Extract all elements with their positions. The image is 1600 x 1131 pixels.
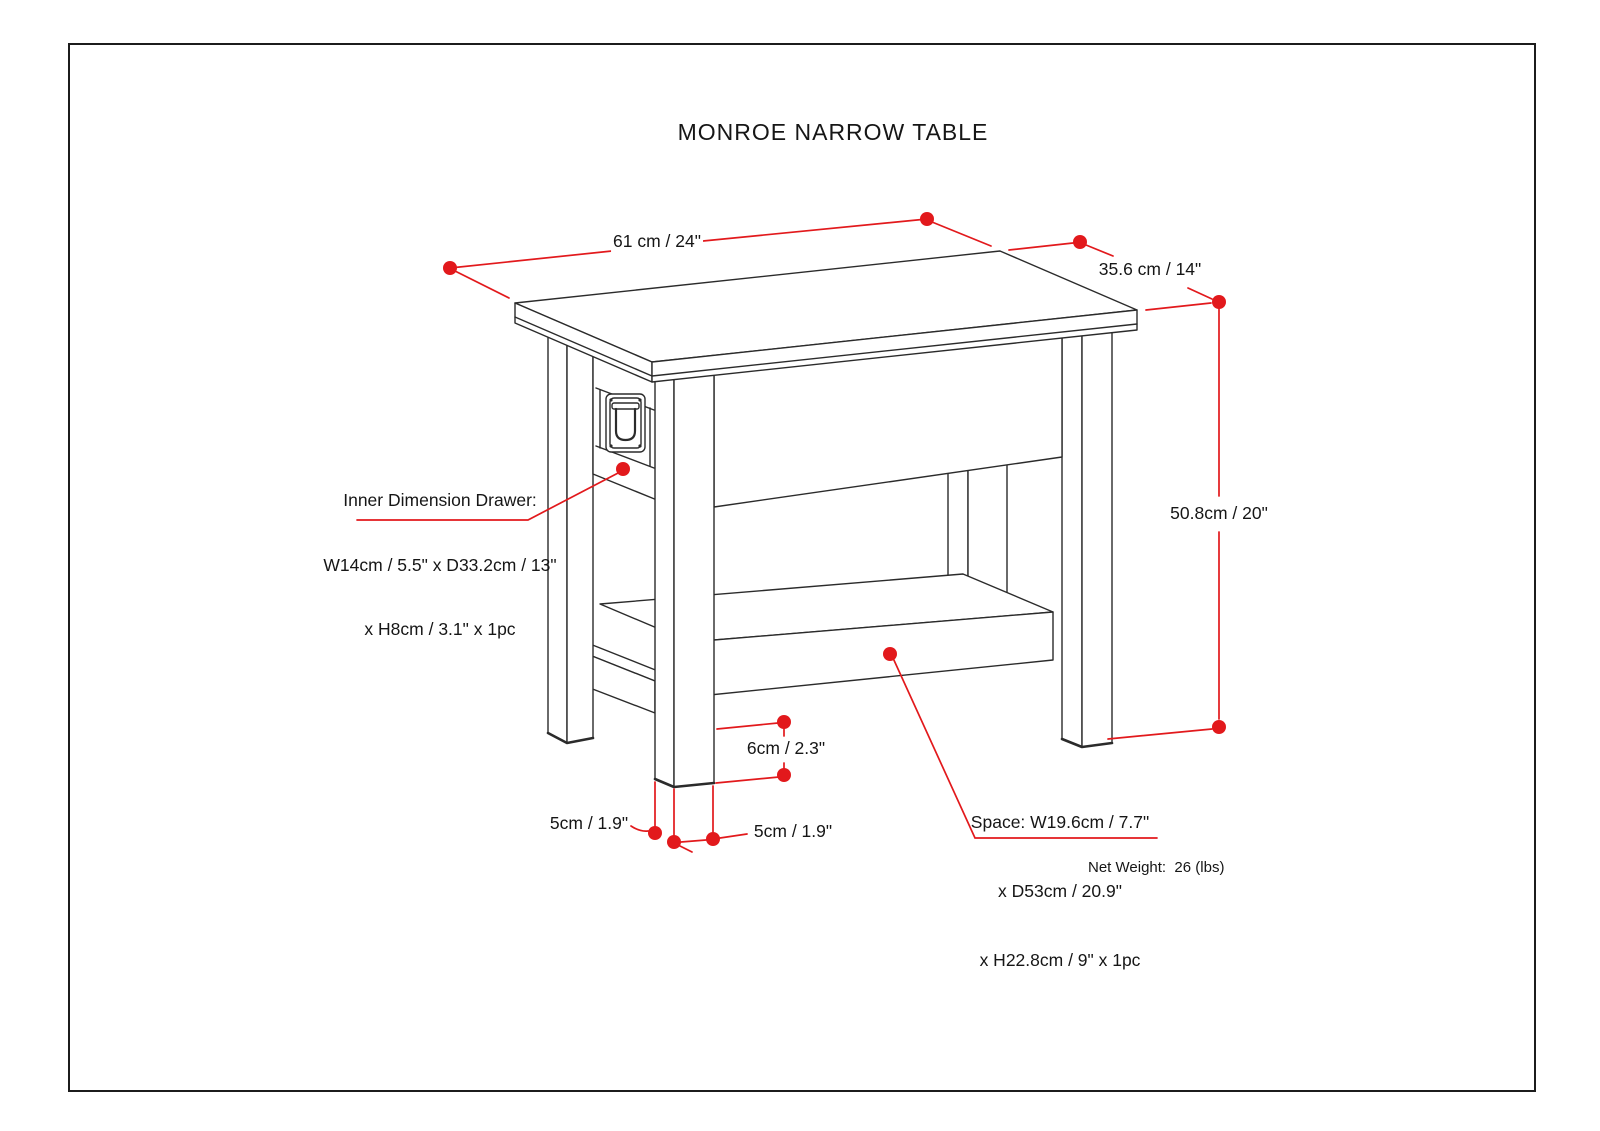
drawer-note-line3: x H8cm / 3.1" x 1pc — [364, 619, 516, 639]
front-leg — [655, 353, 714, 787]
space-note-line3: x H22.8cm / 9" x 1pc — [979, 950, 1141, 970]
page-title: MONROE NARROW TABLE — [677, 119, 989, 145]
table-drawing — [515, 251, 1137, 787]
drawer-note-line2: W14cm / 5.5" x D33.2cm / 13" — [323, 554, 557, 575]
space-note-line1: Space: W19.6cm / 7.7" — [970, 812, 1150, 832]
depth-dimension-label: 35.6 cm / 14" — [1098, 259, 1202, 279]
leg-width-dimension-label: 5cm / 1.9" — [753, 821, 833, 841]
leg-depth-dimension-label: 5cm / 1.9" — [549, 813, 629, 833]
net-weight-label: Net Weight: 26 (lbs) — [1088, 859, 1225, 876]
right-leg — [1062, 328, 1112, 747]
shelf-rail-dimension-label: 6cm / 2.3" — [746, 738, 826, 758]
space-note-line2: x D53cm / 20.9" — [998, 881, 1122, 901]
height-dimension-label: 50.8cm / 20" — [1170, 503, 1268, 523]
width-dimension-label: 61 cm / 24" — [613, 231, 701, 251]
drawer-note-line1: Inner Dimension Drawer: — [343, 490, 537, 510]
drawer-dimension-note — [321, 447, 558, 684]
shelf-space-note — [969, 765, 1151, 1018]
drawer-pull-icon — [606, 394, 645, 452]
leg-dimension-lines — [631, 782, 747, 852]
